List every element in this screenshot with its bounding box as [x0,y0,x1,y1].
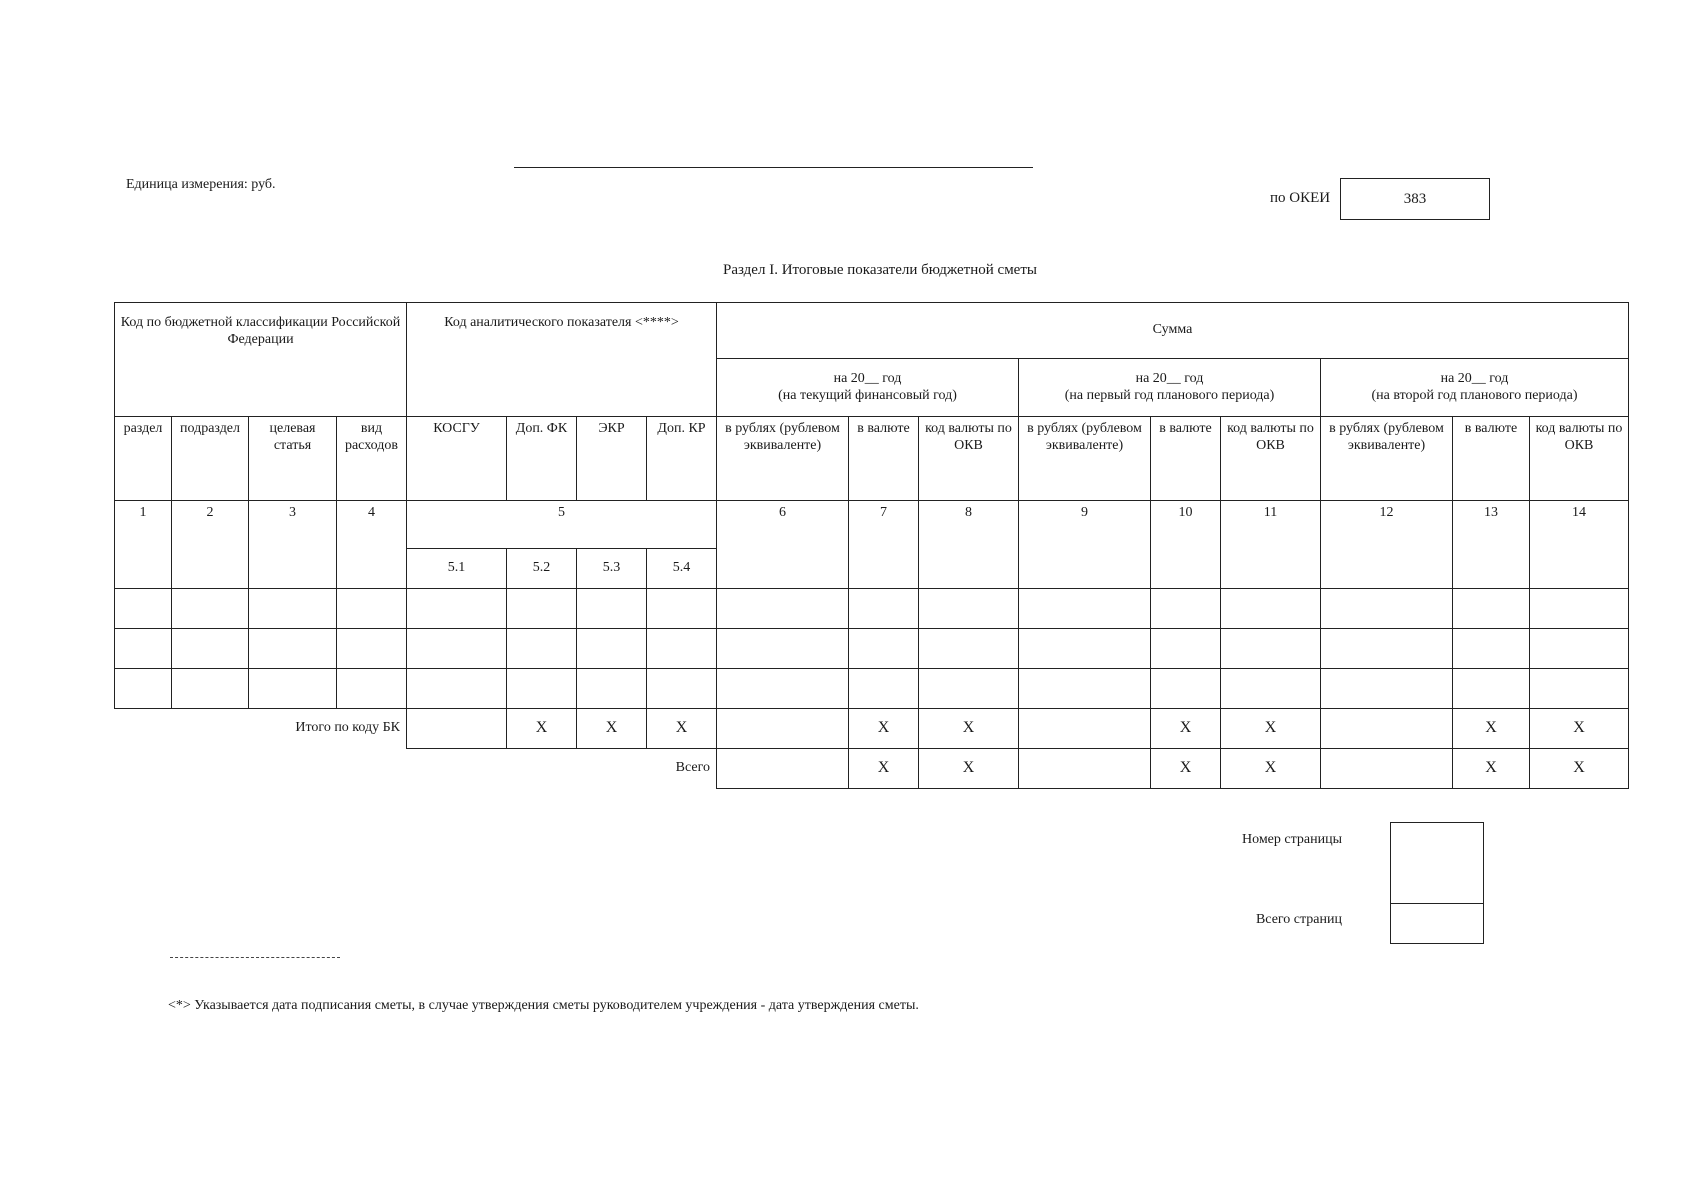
unit-label: Единица измерения: руб. [126,177,276,192]
cross-mark: X [919,709,1019,749]
col-okv-1: код валюты по ОКВ [919,417,1019,501]
col-num-5-1: 5.1 [407,549,507,589]
sum-header: Сумма [717,303,1629,359]
table-row [115,589,1629,629]
budget-table [114,302,1629,789]
cross-mark: X [919,749,1019,789]
cross-mark: X [1221,749,1321,789]
cross-mark: X [1453,749,1530,789]
col-num-11: 11 [1221,501,1321,589]
signature-line [514,167,1033,168]
col-num-3: 3 [249,501,337,589]
col-vid: вид расходов [337,417,407,501]
year-plan1-line2: (на первый год планового периода) [1064,387,1275,403]
col-num-10: 10 [1151,501,1221,589]
cross-mark: X [849,749,919,789]
bk-code-header: Код по бюджетной классификации Российской Федерации [115,303,407,417]
col-rub-2: в рублях (рублевом эквиваленте) [1019,417,1151,501]
col-num-5-2: 5.2 [507,549,577,589]
year-plan2-line1: на 20__ год [1440,370,1509,386]
col-rub-3: в рублях (рублевом эквиваленте) [1321,417,1453,501]
total-bk-label: Итого по коду БК [295,720,400,736]
year-header-current [717,359,1019,417]
col-rub-1: в рублях (рублевом эквиваленте) [717,417,849,501]
year-plan1-line1: на 20__ год [1135,370,1204,386]
pages-box [1390,822,1484,944]
col-dop-fk: Доп. ФК [507,417,577,501]
year-plan2-line2: (на второй год планового периода) [1371,387,1578,403]
col-okv-3: код валюты по ОКВ [1530,417,1629,501]
col-num-4: 4 [337,501,407,589]
year-current-line2: (на текущий финансовый год) [778,387,957,403]
year-header-plan1 [1019,359,1321,417]
cross-mark: X [1151,709,1221,749]
col-podrazdel: подраздел [172,417,249,501]
cross-mark: X [1530,749,1629,789]
cross-mark: X [577,709,647,749]
col-ekr: ЭКР [577,417,647,501]
col-num-2: 2 [172,501,249,589]
okei-code: 383 [1403,190,1427,207]
cross-mark: X [849,709,919,749]
cross-mark: X [1530,709,1629,749]
col-num-5-3: 5.3 [577,549,647,589]
total-pages-label: Всего страниц [1255,912,1342,927]
col-val-2: в валюте [1151,417,1221,501]
col-num-9: 9 [1019,501,1151,589]
col-num-13: 13 [1453,501,1530,589]
okei-code-box [1340,178,1490,220]
analytic-code-header: Код аналитического показателя <****> [407,303,717,417]
col-okv-2: код валюты по ОКВ [1221,417,1321,501]
footnote: <*> Указывается дата подписания сметы, в случае утверждения сметы руководителем учреждения - дата утверждения сметы. [168,998,919,1013]
year-header-plan2 [1321,359,1629,417]
col-razdel: раздел [115,417,172,501]
table-row [115,669,1629,709]
col-num-6: 6 [717,501,849,589]
section-title: Раздел I. Итоговые показатели бюджетной сметы [723,262,1037,278]
col-num-7: 7 [849,501,919,589]
pages-divider [1391,903,1483,904]
cross-mark: X [1453,709,1530,749]
cross-mark: X [507,709,577,749]
total-label: Всего [675,760,710,776]
cross-mark: X [647,709,717,749]
col-num-5: 5 [407,501,717,549]
total-bk-row [115,709,1629,749]
col-num-1: 1 [115,501,172,589]
col-val-3: в валюте [1453,417,1530,501]
col-celevaya: целевая статья [249,417,337,501]
col-num-5-4: 5.4 [647,549,717,589]
page-number-label: Номер страницы [1241,832,1342,847]
col-kosgu: КОСГУ [407,417,507,501]
col-num-12: 12 [1321,501,1453,589]
table-row [115,629,1629,669]
cross-mark: X [1221,709,1321,749]
col-num-8: 8 [919,501,1019,589]
total-row [115,749,1629,789]
year-current-line1: на 20__ год [833,370,902,386]
cross-mark: X [1151,749,1221,789]
col-num-14: 14 [1530,501,1629,589]
col-dop-kr: Доп. КР [647,417,717,501]
footnote-separator [170,957,340,958]
okei-label: по ОКЕИ [1270,190,1331,206]
col-val-1: в валюте [849,417,919,501]
